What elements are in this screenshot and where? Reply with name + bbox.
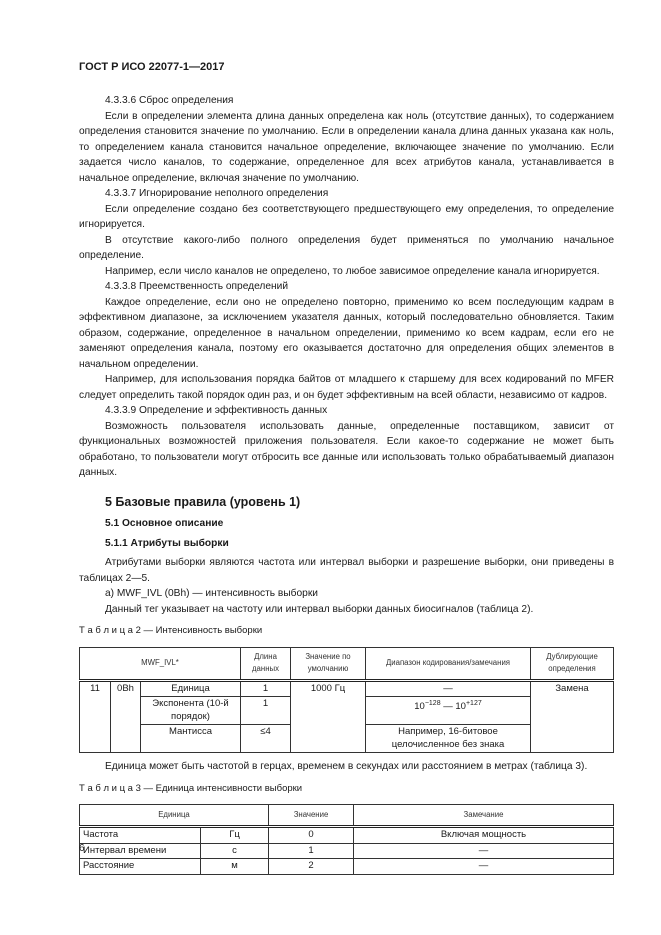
table-cell: с (201, 843, 269, 859)
exponent: +127 (465, 700, 482, 707)
column-header: Значение по умолчанию (291, 647, 366, 680)
document-body (79, 93, 614, 881)
section-heading: 5.1.1 Атрибуты выборки (105, 537, 229, 549)
table-cell: м (201, 859, 269, 875)
range-text: — 10 (440, 701, 466, 713)
table-cell: ≤4 (241, 725, 291, 753)
table-cell: Экспонента (10-й порядок) (141, 697, 241, 725)
paragraph: В отсутствие какого-либо полного определения будет применяться по умолчанию начальное определение. (79, 234, 614, 261)
column-header: Значение (269, 805, 354, 827)
column-header: Единица (80, 805, 269, 827)
table-cell: — (366, 680, 531, 697)
table-cell: Интервал времени (80, 843, 201, 859)
table-cell: 1 (269, 843, 354, 859)
paragraph: Если определение создано без соответствующего предшествующего ему определения, то определение игнорируется. (79, 203, 614, 230)
table-cell: — (354, 843, 614, 859)
paragraph: Данный тег указывает на частоту или интервал выборки данных биосигналов (таблица 2). (105, 603, 534, 615)
table-cell: 0 (269, 827, 354, 844)
table-cell: Например, 16-битовое целочисленное без знака (366, 725, 531, 753)
section-heading: 5 Базовые правила (уровень 1) (105, 494, 301, 509)
column-header: MWF_IVL* (80, 647, 241, 680)
column-header: Дублирующие определения (531, 647, 614, 680)
table-row (80, 680, 614, 697)
paragraph: Например, для использования порядка байтов от младшего к старшему для всех кодирований по MFER следует определить такой порядок один раз, и он будет эффективным на всей области, независимо от кадров. (79, 374, 614, 401)
table-cell: 11 (80, 680, 111, 753)
subsection-heading: 4.3.3.9 Определение и эффективность данных (105, 405, 328, 416)
table-caption: Т а б л и ц а 2 — Интенсивность выборки (79, 625, 263, 636)
column-header: Диапазон кодирования/замечания (366, 647, 531, 680)
table-2 (79, 647, 614, 754)
table-3 (79, 804, 614, 875)
page-number: 6 (79, 843, 85, 854)
subsection-heading: 4.3.3.7 Игнорирование неполного определения (105, 188, 329, 199)
table-row (80, 843, 614, 859)
table-cell: Единица (141, 680, 241, 697)
paragraph: а) MWF_IVL (0Bh) — интенсивность выборки (105, 588, 318, 599)
table-cell: Расстояние (80, 859, 201, 875)
table-cell: Частота (80, 827, 201, 844)
table-cell: 0Bh (111, 680, 141, 753)
paragraph: Если в определении элемента длина данных определена как ноль (отсутствие данных), то содержанием определения становится значение по умолчанию. Если в определении канала длина данных указана как ноль, то определением канала становится начальное определение, включающее значение по умолчанию. Если задается число каналов, то содержание, определенное для всех атрибутов канала, устанавливается в начальное определение, включая значение по умолчанию. (79, 110, 614, 184)
table-cell: Мантисса (141, 725, 241, 753)
table-cell: 2 (269, 859, 354, 875)
subsection-heading: 4.3.3.8 Преемственность определений (105, 281, 289, 292)
subsection-heading: 4.3.3.6 Сброс определения (105, 95, 234, 106)
table-cell: — (354, 859, 614, 875)
table-cell: Гц (201, 827, 269, 844)
table-cell (366, 697, 531, 725)
paragraph: Возможность пользователя использовать данные, определенные поставщиком, зависит от функциональных возможностей приложения пользователя. Если какое-то содержание не может быть обработано, то пользователи могут отбросить все данные или использовать только обрабатываемый диапазон данных. (79, 420, 614, 478)
column-header: Замечание (354, 805, 614, 827)
table-row (80, 827, 614, 844)
paragraph: Каждое определение, если оно не определено повторно, применимо ко всем последующим кадрам в эффективном диапазоне, за исключением указателя данных, который последовательно обновляется. Таким образом, содержание, определенное в начальном определении, применимо ко всем кадрам, если его не заменяют определения канала, поэтому его оказывается достаточно для определения общих элементов в начальном определении. (79, 296, 614, 370)
exponent: −128 (424, 700, 441, 707)
table-caption: Т а б л и ц а 3 — Единица интенсивности выборки (79, 782, 303, 794)
paragraph: Атрибутами выборки являются частота или интервал выборки и разрешение выборки, они приведены в таблицах 2—5. (79, 557, 614, 584)
paragraph: Например, если число каналов не определено, то любое зависимое определение канала игнорируется. (105, 265, 600, 277)
table-cell: Включая мощность (354, 827, 614, 844)
range-text: 10 (414, 701, 425, 713)
section-heading: 5.1 Основное описание (105, 518, 224, 529)
table-cell: 1000 Гц (291, 680, 366, 753)
table-cell: 1 (241, 697, 291, 725)
table-row (80, 859, 614, 875)
column-header: Длина данных (241, 647, 291, 680)
paragraph: Единица может быть частотой в герцах, временем в секундах или расстоянием в метрах (таблица 3). (105, 761, 588, 772)
table-cell: Замена (531, 680, 614, 753)
document-header: ГОСТ Р ИСО 22077-1—2017 (79, 61, 225, 73)
table-cell: 1 (241, 680, 291, 697)
